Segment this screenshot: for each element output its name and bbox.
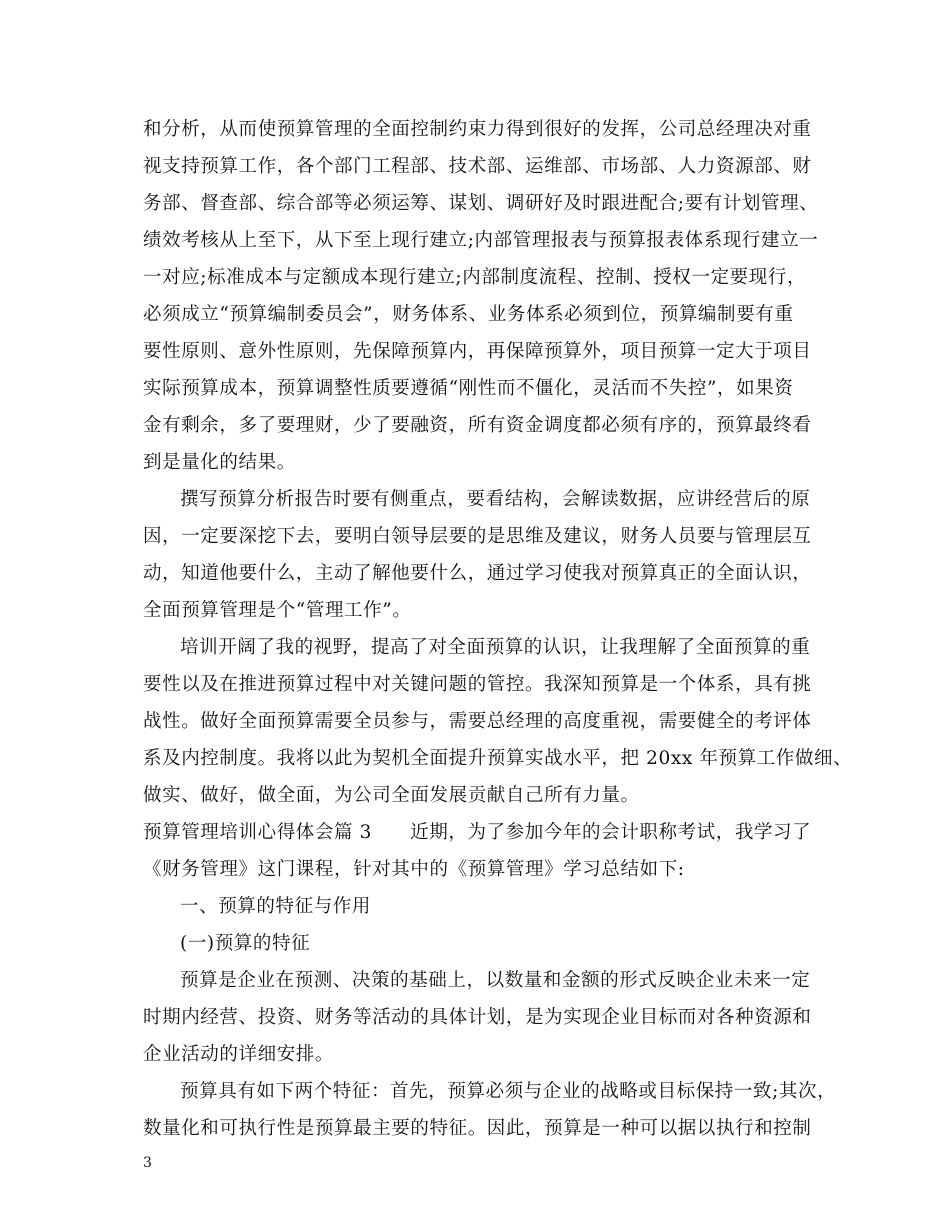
- text-line: 金有剩余，多了要理财，少了要融资，所有资金调度都必须有序的，预算最终看: [143, 415, 812, 436]
- text-line: 系及内控制度。我将以此为契机全面提升预算实战水平，把 20xx 年预算工作做细、: [143, 748, 853, 769]
- section-title-line: 预算管理培训心得体会篇 3 近期，为了参加今年的会计职称考试，我学习了: [143, 822, 812, 843]
- text-line: 必须成立“预算编制委员会”，财务体系、业务体系必须到位，预算编制要有重: [143, 304, 794, 325]
- text-line: 做实、做好，做全面，为公司全面发展贡献自己所有力量。: [143, 785, 640, 806]
- paragraph-first-line: 预算具有如下两个特征：首先，预算必须与企业的战略或目标保持一致;其次，: [180, 1081, 837, 1102]
- text-line: 一对应;标准成本与定额成本现行建立;内部制度流程、控制、授权一定要现行，: [143, 267, 807, 288]
- text-line: 绩效考核从上至下，从下至上现行建立;内部管理报表与预算报表体系现行建立一: [143, 230, 819, 251]
- paragraph-first-line: 预算是企业在预测、决策的基础上，以数量和金额的形式反映企业未来一定: [180, 970, 811, 991]
- text-line: 企业活动的详细安排。: [143, 1044, 335, 1065]
- text-line: 要性原则、意外性原则，先保障预算内，再保障预算外，项目预算一定大于项目: [143, 341, 812, 362]
- text-line: 要性以及在推进预算过程中对关键问题的管控。我深知预算是一个体系，具有挑: [143, 674, 812, 695]
- paragraph-first-line: 培训开阔了我的视野，提高了对全面预算的认识，让我理解了全面预算的重: [180, 637, 811, 658]
- text-line: 实际预算成本，预算调整性质要遵循“刚性而不僵化，灵活而不失控”，如果资: [143, 378, 794, 399]
- text-line: 战性。做好全面预算需要全员参与，需要总经理的高度重视，需要健全的考评体: [143, 711, 812, 732]
- text-line: 动，知道他要什么，主动了解他要什么，通过学习使我对预算真正的全面认识，: [143, 563, 812, 584]
- text-line: 《财务管理》这门课程，针对其中的《预算管理》学习总结如下:: [143, 859, 685, 880]
- paragraph-first-line: 撰写预算分析报告时要有侧重点，要看结构，会解读数据，应讲经营后的原: [180, 489, 811, 510]
- text-line: 时期内经营、投资、财务等活动的具体计划，是为实现企业目标而对各种资源和: [143, 1007, 812, 1028]
- heading: 一、预算的特征与作用: [180, 896, 372, 917]
- text-line: 和分析，从而使预算管理的全面控制约束力得到很好的发挥，公司总经理决对重: [143, 119, 812, 140]
- text-line: 到是量化的结果。: [143, 452, 296, 473]
- text-line: 务部、督查部、综合部等必须运筹、谋划、调研好及时跟进配合;要有计划管理、: [143, 193, 819, 214]
- subheading: (一)预算的特征: [180, 933, 311, 954]
- text-line: 因，一定要深挖下去，要明白领导层要的是思维及建议，财务人员要与管理层互: [143, 526, 812, 547]
- page-number: 3: [143, 1155, 152, 1171]
- text-line: 数量化和可执行性是预算最主要的特征。因此，预算是一种可以据以执行和控制: [143, 1118, 812, 1139]
- text-line: 全面预算管理是个“管理工作”。: [143, 600, 412, 621]
- text-line: 视支持预算工作，各个部门工程部、技术部、运维部、市场部、人力资源部、财: [143, 156, 812, 177]
